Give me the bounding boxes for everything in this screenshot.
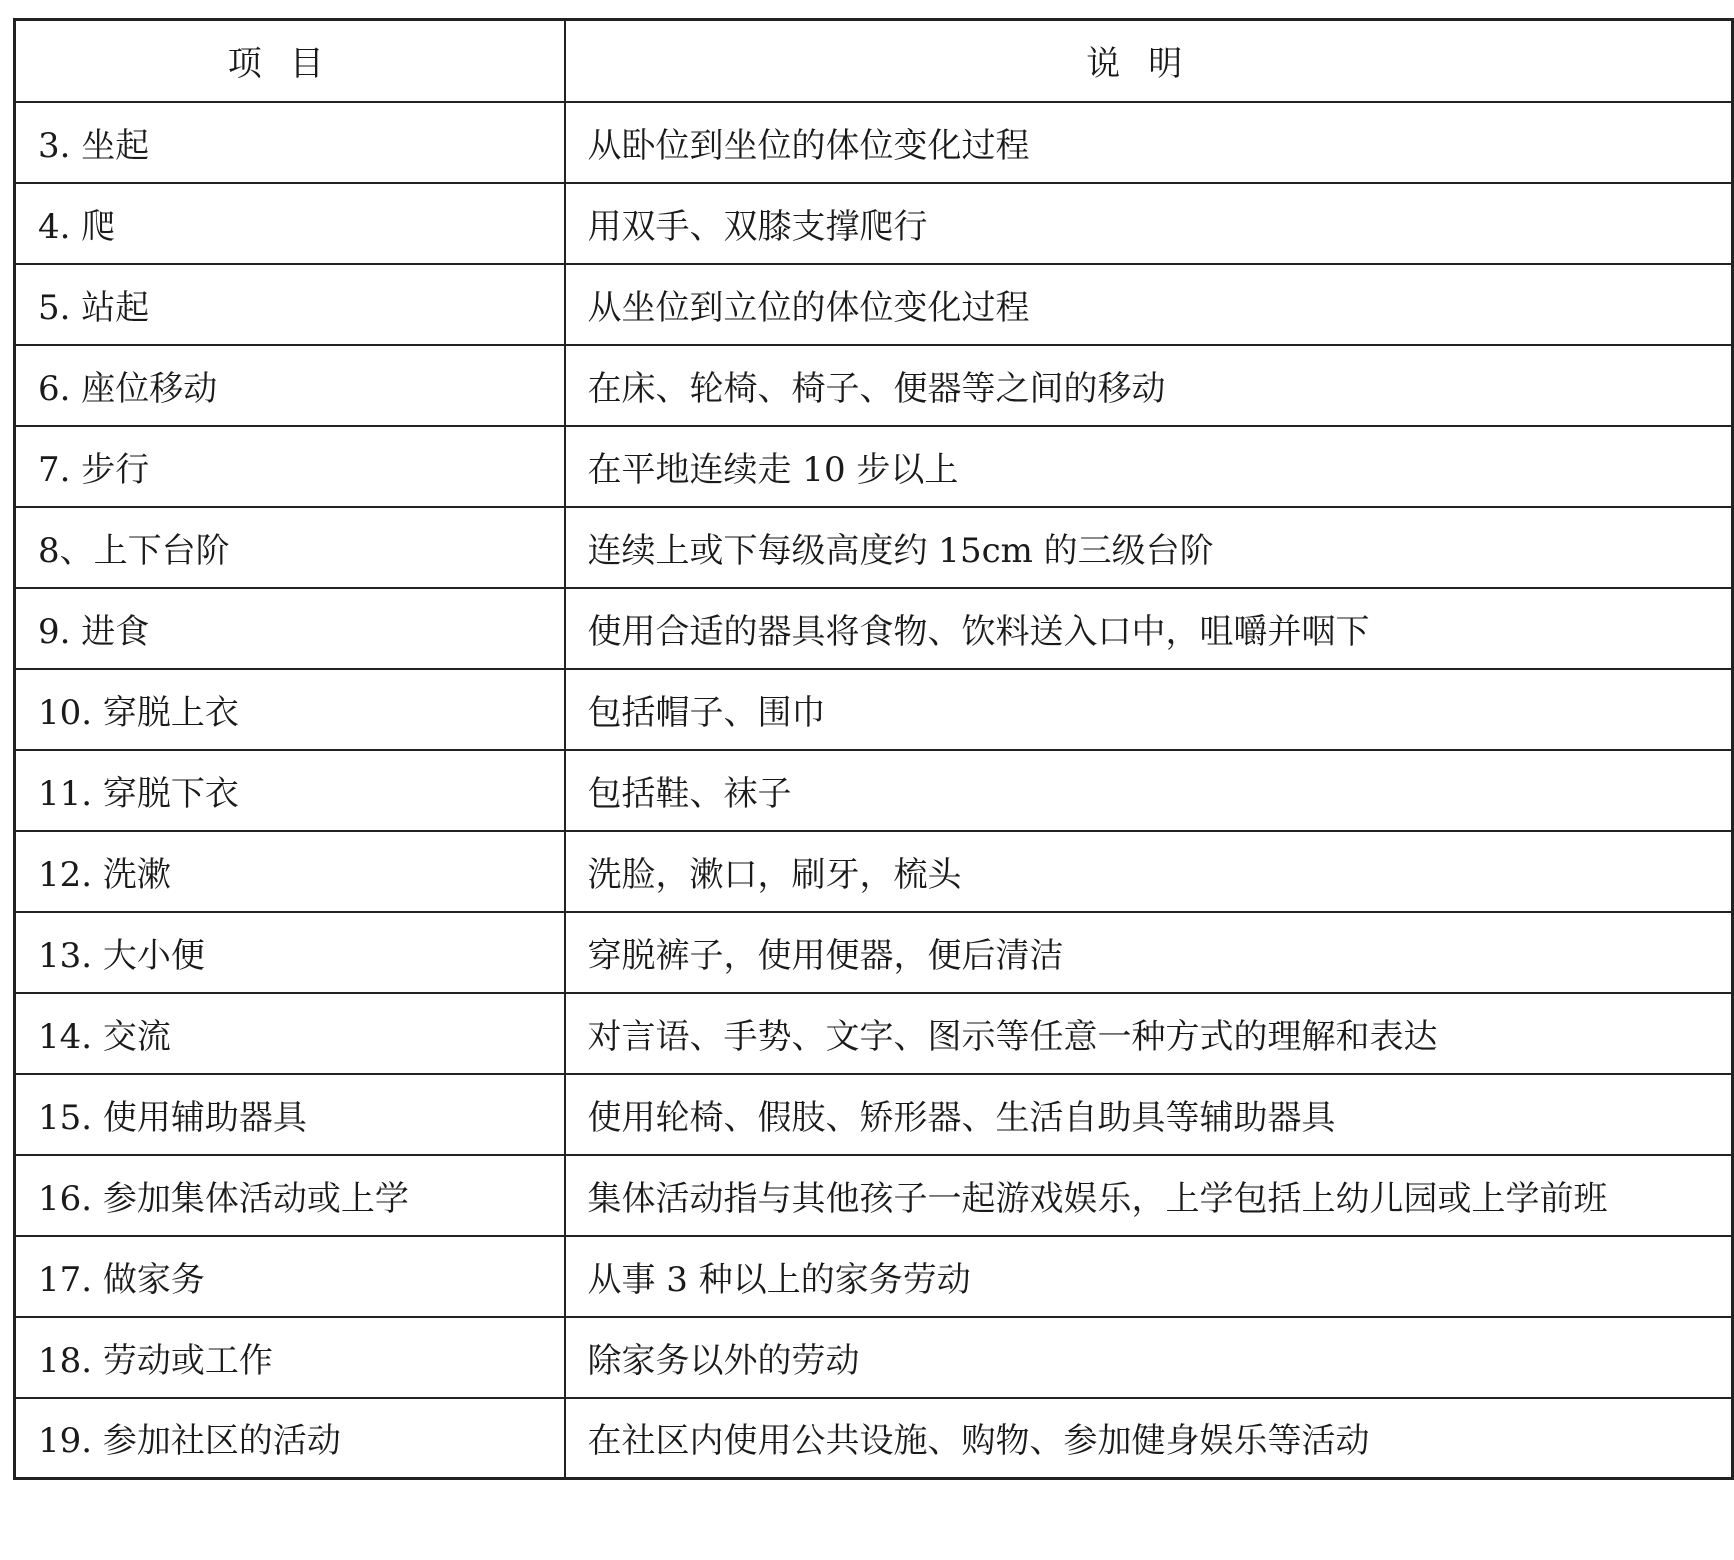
row-item: 17. 做家务: [15, 1236, 565, 1317]
row-description: 在床、轮椅、椅子、便器等之间的移动: [565, 345, 1733, 426]
activity-table: [13, 18, 1734, 1480]
header-description: 说明: [565, 20, 1733, 102]
table-row: [15, 426, 1733, 507]
row-item: 13. 大小便: [15, 912, 565, 993]
table-row: [15, 669, 1733, 750]
row-item: 5. 站起: [15, 264, 565, 345]
row-description: 包括鞋、袜子: [565, 750, 1733, 831]
document-page: [13, 18, 1731, 1480]
header-item: 项目: [15, 20, 565, 102]
row-item: 3. 坐起: [15, 102, 565, 183]
row-item: 4. 爬: [15, 183, 565, 264]
row-item: 14. 交流: [15, 993, 565, 1074]
row-description: 用双手、双膝支撑爬行: [565, 183, 1733, 264]
table-row: [15, 1398, 1733, 1479]
row-description: 从坐位到立位的体位变化过程: [565, 264, 1733, 345]
row-description: 在社区内使用公共设施、购物、参加健身娱乐等活动: [565, 1398, 1733, 1479]
table-row: [15, 183, 1733, 264]
row-item: 11. 穿脱下衣: [15, 750, 565, 831]
row-item: 15. 使用辅助器具: [15, 1074, 565, 1155]
row-item: 8、上下台阶: [15, 507, 565, 588]
table-row: [15, 102, 1733, 183]
row-item: 6. 座位移动: [15, 345, 565, 426]
row-description: 集体活动指与其他孩子一起游戏娱乐，上学包括上幼儿园或上学前班: [565, 1155, 1733, 1236]
row-item: 7. 步行: [15, 426, 565, 507]
table-row: [15, 264, 1733, 345]
table-row: [15, 588, 1733, 669]
row-description: 使用合适的器具将食物、饮料送入口中，咀嚼并咽下: [565, 588, 1733, 669]
row-description: 对言语、手势、文字、图示等任意一种方式的理解和表达: [565, 993, 1733, 1074]
row-description: 洗脸，漱口，刷牙，梳头: [565, 831, 1733, 912]
row-item: 16. 参加集体活动或上学: [15, 1155, 565, 1236]
row-description: 连续上或下每级高度约 15cm 的三级台阶: [565, 507, 1733, 588]
table-row: [15, 912, 1733, 993]
row-description: 在平地连续走 10 步以上: [565, 426, 1733, 507]
row-description: 除家务以外的劳动: [565, 1317, 1733, 1398]
row-item: 19. 参加社区的活动: [15, 1398, 565, 1479]
row-description: 包括帽子、围巾: [565, 669, 1733, 750]
table-row: [15, 993, 1733, 1074]
row-description: 从卧位到坐位的体位变化过程: [565, 102, 1733, 183]
row-item: 10. 穿脱上衣: [15, 669, 565, 750]
row-item: 12. 洗漱: [15, 831, 565, 912]
row-description: 穿脱裤子，使用便器，便后清洁: [565, 912, 1733, 993]
table-row: [15, 831, 1733, 912]
table-row: [15, 1074, 1733, 1155]
table-header-row: [15, 20, 1733, 102]
table-row: [15, 1236, 1733, 1317]
row-item: 18. 劳动或工作: [15, 1317, 565, 1398]
table-row: [15, 750, 1733, 831]
row-item: 9. 进食: [15, 588, 565, 669]
row-description: 使用轮椅、假肢、矫形器、生活自助具等辅助器具: [565, 1074, 1733, 1155]
table-row: [15, 507, 1733, 588]
row-description: 从事 3 种以上的家务劳动: [565, 1236, 1733, 1317]
table-body: [15, 102, 1733, 1479]
table-row: [15, 345, 1733, 426]
table-row: [15, 1155, 1733, 1236]
table-row: [15, 1317, 1733, 1398]
